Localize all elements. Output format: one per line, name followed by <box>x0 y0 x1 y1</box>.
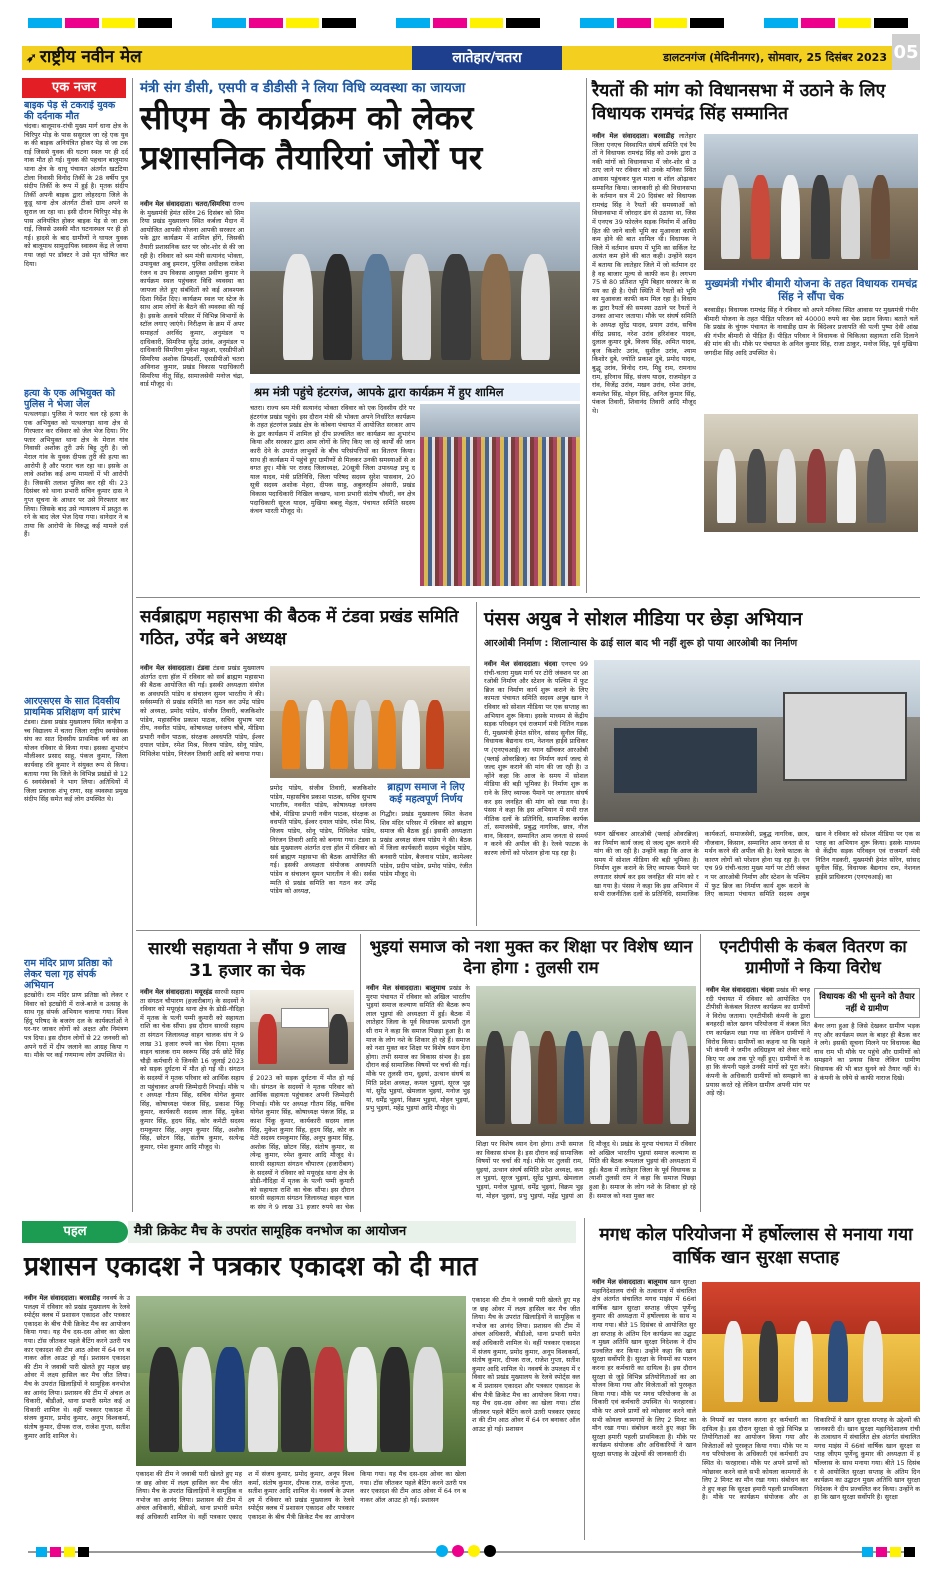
column-rule <box>476 602 477 926</box>
sarathi-body: सारथी सहायता संगठन चौपारण (हजारीबाग) के सदस्यों ने रविवार को मयूरहंड थाना क्षेत्र के डोडी-नौदिहा में मृतक के पत्नी पम्मी कुमारी को सहायता राशि का चेक सौंपा। इस दौरान सारथी सहायता संगठन जिलाध्यक्ष वाहन चालक संघ ने 9 लाख 31 हजार रुपये का चेक दिया। मृतक वाहन चालक राम स्वरूप सिंह उर्फ छोटे सिंह चौड़ी कर्मचारी थे जिनकी 16 जुलाई 2023 को सड़क दुर्घटना में मौत हो गई थी। संगठन के सदस्यों ने मृतक परिवार को आर्थिक सहायता पहुंचाकर अपनी जिम्मेदारी निभाई। मौके पर अध्यक्ष गौतम सिंह, सचिव योगेश कुमार सिंह, कोषाध्यक्ष पंकज सिंह, प्रकाश पिंकू कुमार, कार्यकारी सदस्य लाल सिंह, मुकेश कुमार सिंह, हृदय सिंह, कोर कमेटी सदस्य रामकुमार सिंह, अनूप कुमार सिंह, अशोक सिंह, छोटन सिंह, संतोष कुमार, सत्येन्द्र कुमार, रमेश कुमार आदि मौजूद थे। <box>140 988 244 1151</box>
registration-strip-right <box>862 1547 915 1557</box>
bhuiyan-more-text: शिक्षा पर विशेष ध्यान देना होगा। तभी समाज का विकास संभव है। इस दौरान कई सामाजिक विषयों पर चर्चा की गई। मौके पर तुलसी राम, धुइयां, उत्थान संघर्ष समिति प्रदेश अध्यक्ष, कमल भुइयां, सूरज भुइयां, सुरेंद्र भुइयां, खेमलाल भुइयां, मनोज भुइयां, धर्मेंद्र भुइयां, विक्रम भुइयां, मोहन भुइयां, प्रभु भुइयां, महेंद्र भुइयां आदि मौजूद थे। प्रखंड के मुरपा पंचायत में रविवार को अखिल भारतीय भुइयां समाज कल्याण समिति की बैठक रूपलाल भुइयां की अध्यक्षता में हुई। बैठक में लातेहार जिला के पूर्व विधायक प्रत्याशी तुलसी राम ने कहा कि समाज पिछड़ा हुआ है। समाज के लोग नशे के शिकार हो रहे हैं। समाज को नशा मुक्त कर <box>476 1140 696 1200</box>
pahal-more-text: एकादश की टीम ने जवाबी पारी खेलते हुए महज छह ओवर में लक्ष्य हासिल कर मैच जीत लिया। मैच के उपरांत खिलाड़ियों ने सामूहिक वनभोज का आनंद लिया। प्रशासन की टीम में अंचल अधिकारी, बीडीओ, थाना प्रभारी समेत कई अधिकारी शामिल थे। वहीं पत्रकार एकादश में संजय कुमार, प्रमोद कुमार, अनूप विश्वकर्मा, संतोष कुमार, दीपक राज, राजेश गुप्ता, सतीश कुमार आदि शामिल थे। नववर्ष के उपलक्ष्य में रविवार को प्रखंड मुख्यालय के रेलवे स्पोर्ट्स क्लब में प्रशासन एकादश और पत्रकार एकादश के बीच मैत्री क्रिकेट मैच का आयोजन किया गया। यह मैच दस-दस ओवर का खेला गया। टॉस जीतकर पहले बैटिंग करने उतरी पत्रकार एकादश की टीम आठ ओवर में 64 रन बनाकर ऑल आउट हो गई। प्रशासन <box>136 1470 466 1521</box>
registration-strip-top <box>28 18 908 28</box>
ntpc-byline: नवीन मेल संवाददाता। चंदवा <box>706 986 775 994</box>
lead-sub-text: चतरा। राज्य श्रम मंत्री सत्यानंद भोक्ता रविवार को एक दिवसीय दौरे पर हंटरगंज प्रखंड पहुंचे। इस दौरान मंत्री श्री भोक्ता अपने निर्धारित कार्यक्रम के तहत हंटरगंज प्रखंड क्षेत्र के कोबना पंचायत में आयोजित सरकार आपके द्वार कार्यक्रम में शामिल हो दीप प्रज्वलित कर कार्यक्रम का शुभारंभ किया और सरकार द्वारा आम लोगों के लिए किए जा रहे कार्यों की जानकारी देने के उपरांत लाभुकों के बीच परिसंपत्तियों का वितरण किया। साथ ही कार्यक्रम में पहुंचे हुए ग्रामीणों से मिलकर उनकी समस्याओं से अवगत हुए। मौके पर राजद जिलाध्यक्ष, 20सूत्री जिला उपाध्यक्ष प्रभु दयाल यादव, मंत्री प्रतिनिधि, जिला परिषद सदस्य सुरेश पासवान, 20 सूत्री सदस्य अशोक मेहरा, दीपक साहु, अबुलरहीम अंसारी, प्रखंड विकास पदाधिकारी निखिल कच्छप, थाना प्रभारी संतोष चौधरी, वन क्षेत्र पदाधिकारी सूरज यादव, मुखिया बबलू मेहता, पंचायत समिति सदस्य कंचन भारती मौजूद थे। <box>250 404 415 516</box>
brief-headline: आरएसएस के सात दिवसीय प्राथमिक प्रशिक्षण वर्ग प्रारंभ <box>24 696 121 718</box>
lead-photo <box>250 202 580 374</box>
magadh-more-text: के नियमों का पालन करना हर कर्मचारी का दायित्व है। इस दौरान सुरक्षा से जुड़े विभिन्न प्रतियोगिताओं का आयोजन किया गया और विजेताओं को पुरस्कृत किया गया। मौके पर मगध परियोजना के अधिकारी एवं कर्मचारी उपस्थित थे। फरहारवा। मौके पर अपने प्राणों को न्योछावर करने वाले सभी कोयला कामगारों के लिए 2 मिनट का मौन रखा गया। संबोधन करते हुए कहा कि सुरक्षा हमारी पहली प्राथमिकता है। मौके पर कार्यक्रम संयोजक और अधिकारियों ने खान सुरक्षा सप्ताह के उद्देश्यों की जानकारी दी। खान सुरक्षा महानिदेशालय रांची के तत्वाधान में संचालित क्षेत्र अंतर्गत संचालित मगध माइंस में 66वां वार्षिक खान सुरक्षा सप्ताह जीएम पूर्णेन्दु कुमार की अध्यक्षता में हर्षोल्लास के साथ मनाया गया। बीते 15 दिसंबर से आयोजित सुरक्षा सप्ताह के अंतिम दिन कार्यक्रम का उद्घाटन मुख्य अतिथि खान सुरक्षा निदेशक ने दीप प्रज्वलित कर किया। उन्होंने कहा कि खान सुरक्षा सर्वोपरि है। सुरक्षा <box>702 1416 920 1502</box>
section-rule <box>136 930 920 931</box>
sarvabrahman-sub-text: गिद्धौर। प्रखंड मुख्यालय स्थित केशव शिव मंदिर परिसर में रविवार को ब्राह्मण समाज की बैठक हुई। इसकी अध्यक्षता प्रखंड अध्यक्ष संजय पांडेय ने की। बैठक में जिला कार्यकारी सदस्य चंदूदेव पांडेय, बनवारी पांडेय, बैजनाथ पांडेय, कामेश्वर पांडेय, प्रदीप पांडेय, प्रमोद पांडेय, रंजीत पांडेय मौजूद थे। <box>380 810 472 879</box>
rayat-photo <box>704 134 918 270</box>
ntpc-sub-headline: विधायक की भी सुनने को तैयार नहीं थे ग्रामीण <box>819 991 915 1013</box>
cheque-photo <box>704 414 918 532</box>
panas-body: एनएच 99 रांची-चतरा मुख्य मार्ग पर टोरी जंक्शन पर आरओबी निर्माण और स्टेशन के पश्चिम में फुट ब्रिज का निर्माण कार्य शुरू कराने के लिए कामता पंचायत समिति सदस्य अयुब खान ने रविवार को सोशल मीडिया पर एक सप्ताह का अभियान शुरू किया। इसके माध्यम से केंद्रीय सड़क परिवहन एवं राजमार्ग मंत्री नितिन गडकरी, मुख्यमंत्री हेमंत सोरेन, सांसद सुनील सिंह, विधायक बैद्यनाथ राम, नेशनल हाईवे प्राधिकरण (एनएचआई) का ध्यान खींचकर आरओबी (फ्लाई ओवरब्रिज) का निर्माण कार्य जल्द से जल्द शुरू कराने की मांग की जा रही है। उन्होंने कहा कि आज के समय में सोशल मीडिया की बड़ी भूमिका है। निर्माण शुरू कराने के लिए व्यापक पैमाने पर लगातार संघर्ष कर इस जनहित की मांग को रखा गया है। पंसस ने कहा कि इस अभियान में सभी राजनीतिक दलों के प्रतिनिधि, सामाजिक कार्यकर्ता, समाजसेवी, प्रबुद्ध नागरिक, छात्र, नौजवान, किसान, सम्मानित आम जनता से समर्थन करने की अपील की है। रेलवे फाटक के कारण लोगों को परेशान होना पड़ रहा है। <box>484 660 588 858</box>
pahal-kicker: मैत्री क्रिकेट मैच के उपरांत सामूहिक वनभोज का आयोजन <box>134 1224 407 1239</box>
panas-text <box>484 660 588 924</box>
brief-text: चंदवा। बालूमाथ-रांची मुख्य मार्ग धाना क्षेत्र के चिरिपुर मोड़ के पास ससुराल जा रहे एक युवक की बाइक अनियंत्रित होकर पेड़ से जा टकराई जिससे युवक की घटना स्थल पर ही दर्दनाक मौत हो गई। युवक की पहचान बालूमाथ थाना क्षेत्र के धाधू पंचायत अंतर्गत खटटिया टोला निवासी विनोद तिर्की के 28 वर्षीय पुत्र संदीप तिर्की के रूप में हुई है। मृतक संदीप तिर्की अपनी बाइक द्वारा लोहरदगा जिले के कूडू थाना क्षेत्र अंतर्गत टीको ग्राम अपने ससुराल जा रहा था। इसी दौरान चिरिपुर मोड़ के पास अनियंत्रित होकर बाइक पेड़ से जा टकराई, जिससे उसकी मौत घटनास्थल पर ही हो गई। हादसे के बाद ग्रामीणों ने घायल युवक को बालूमाथ सामुदायिक स्वास्थ्य केंद्र ले जाया गया जहां पर डॉक्टर ने उसे मृत घोषित कर दिया। <box>24 122 128 268</box>
brief-headline: बाइक पेड़ से टकराई युवक की दर्दनाक मौत <box>24 100 116 122</box>
lead-headline: सीएम के कार्यक्रम को लेकर प्रशासनिक तैयारियां जोरों पर <box>140 98 483 177</box>
mine-safety-photo <box>702 1282 920 1412</box>
rayat-sub-text: बरवाडीह। विधायक रामचंद्र सिंह ने रविवार को अपने मनिका स्थित आवास पर मुख्यमंत्री गंभीर बीमारी योजना के तहत पीड़ित परिजन को 40000 रुपये का चेक प्रदान किया। बताते चलें कि प्रखंड के चुंगरू पंचायत के नावाडीह ग्राम के बिंदेश्वर प्रजापति की पत्नी पुष्पा देवी आंख की गंभीर बीमारी से पीड़ित हैं। पीड़ित परिवार ने विधायक से चिकित्सा सहायता राशि दिलाने की मांग की थी। मौके पर पंचायत के अनिल कुमार सिंह, राजा ठाकुर, मनोज सिंह, पूर्व मुखिया जगदीश सिंह आदि उपस्थित थे। <box>704 306 918 357</box>
panas-headline: पंसस अयुब ने सोशल मीडिया पर छेड़ा अभियान <box>484 609 803 630</box>
magadh-headline: मगध कोल परियोजना में हर्षोल्लास से मनाया गया वार्षिक खान सुरक्षा सप्ताह <box>599 1225 913 1268</box>
section-rule <box>136 597 920 598</box>
rayat-headline: रैयतों की मांग को विधानसभा में उठाने के लिए विधायक रामचंद्र सिंह सम्मानित <box>592 81 886 124</box>
sarvabrahman-text <box>140 664 264 924</box>
ek-nazar-tag: एक नजर <box>22 78 126 98</box>
lead-text <box>140 200 244 560</box>
brand-logo <box>26 44 142 67</box>
lead-body: राज्य के मुख्यमंत्री हेमंत सोरेन 26 दिसंबर को सिमरिया प्रखंड मुख्यालय स्थित कर्बला मैदान में आयोजित आपकी योजना आपकी सरकार आपके द्वार कार्यक्रम में शामिल होंगे, जिसकी तैयारी प्रशासनिक स्तर पर जोर-शोर से की जा रही है। रविवार को श्रम मंत्री सत्यानंद भोक्ता, उपायुक्त अबु इमरान, पुलिस अधीक्षक राकेश रंजन व उप विकास आयुक्त प्रवीण कुमार ने कार्यक्रम स्थल पहुंचकर विधि व्यवस्था का जायजा लेते हुए संबंधितों को कई आवश्यक दिशा निर्देश दिए। कार्यक्रम स्थल पर स्टेज के साथ आम लोगों के बैठने की व्यवस्था की गई है। इसके अलावे परिसर में विभिन्न विभागों के स्टॉल लगाए जाएंगे। निरीक्षण के क्रम में अपर समाहर्ता अरविंद कुमार, अनुमंडल पदाधिकारी, सिमरिया सुरेंद्र उरांव, अनुमंडल पदाधिकारी सिमरिया मुकेश मछुआ, एसडीपीओ सिमरिया अशोक प्रियदर्शी, एसडीपीओ चतरा अविनाश कुमार, प्रखंड विकास पदाधिकारी सिमरिया नीतू सिंह, सामाजसेवी मनोज चंद्रा, वार्ड मौजूद थे। <box>140 200 244 389</box>
pahal-headline: प्रशासन एकादश ने पत्रकार एकादश को दी मात <box>24 1251 478 1282</box>
ek-nazar-column <box>24 100 128 1212</box>
column-rule <box>586 78 587 593</box>
column-rule <box>584 1218 585 1540</box>
crowd-photo <box>420 404 580 586</box>
bhuiyan-byline: नवीन मेल संवाददाता। बालूमाथ <box>366 984 446 992</box>
sarathi-byline: नवीन मेल संवाददाता। मयूरहंड <box>140 988 213 996</box>
magadh-byline: नवीन मेल संवाददाता। बालूमाथ <box>592 1278 668 1286</box>
railway-crossing-photo <box>594 660 920 822</box>
registration-marks <box>436 1545 496 1557</box>
brief-headline: राम मंदिर प्राण प्रतिष्ठा को लेकर चला गृह संपर्क अभियान <box>24 958 113 991</box>
sarvabrahman-headline: सर्वब्राह्मण महासभा की बैठक में टंडवा प्रखंड समिति गठित, उपेंद्र बने अध्यक्ष <box>140 607 459 649</box>
brief-text: पत्थलगड़ा। पुलिस ने फरार चल रहे हत्या के एक अभियुक्त को पत्थलगड़ा थाना क्षेत्र से गिरफ्तार कर रविवार को जेल भेज दिया। गिरफ्तार अभियुक्त थाना क्षेत्र के मेराल गांव निवासी अशोक तुरी उर्फ बिट्टू तुरी है। जो मेराल गांव के युवक दीपक तुरी की हत्या का आरोपी है और फरार चल रहा था। इसके अलावे अशोक कई अन्य मामलों में भी आरोपी है। जिसकी तलाश पुलिस कर रही थी। 23 दिसंबर को थाना प्रभारी सचिन कुमार दास ने गुप्त सूचना के आधार पर उसे गिरफ्तार कर लिया। जिसके बाद उसे न्यायालय में प्रस्तुत करने के बाद जेल भेज दिया गया। थानेदार ने बताया कि आरोपी के विरुद्ध कई मामले दर्ज हैं। <box>24 410 128 539</box>
sarvabrahman-more-text: प्रमोद पांडेय, संजीव तिवारी, बजकिशोर पांडेय, महासचिव प्रकाश पाठक, सचिव सुभाष भारतीय, नवनीत पांडेय, कोषाध्यक्ष धनंजय चौबे, मीडिया प्रभारी नवीन पाठक, संरक्षक अवधपति पांडेय, ईश्वर दयाल पांडेय, रमेश मिश्र, विजय पांडेय, सोनू पांडेय, मिथिलेश पांडेय, निरंजन तिवारी आदि को बनाया गया। टंडवा प्रखंड मुख्यालय अंतर्गत दत्ता हॉल में रविवार को सर्व ब्राह्मण महासभा की बैठक आयोजित की गई। इसकी अध्यक्षता संयोजक अवधपति पांडेय व संचालन सुमन भारतीय ने की। सर्वसम्मति से प्रखंड समिति का गठन कर उपेंद्र पांडेय को अध्यक्ष, <box>270 784 376 896</box>
brief-headline: हत्या के एक अभियुक्त को पुलिस ने भेजा जेल <box>24 388 116 410</box>
pahal-body: नववर्ष के उपलक्ष्य में रविवार को प्रखंड मुख्यालय के रेलवे स्पोर्ट्स क्लब में प्रशासन एकादश और पत्रकार एकादश के बीच मैत्री क्रिकेट मैच का आयोजन किया गया। यह मैच दस-दस ओवर का खेला गया। टॉस जीतकर पहले बैटिंग करने उतरी पत्रकार एकादश की टीम आठ ओवर में 64 रन बनाकर ऑल आउट हो गई। प्रशासन एकादश की टीम ने जवाबी पारी खेलते हुए महज छह ओवर में लक्ष्य हासिल कर मैच जीत लिया। मैच के उपरांत खिलाड़ियों ने सामूहिक वनभोज का आनंद लिया। प्रशासन की टीम में अंचल अधिकारी, बीडीओ, थाना प्रभारी समेत कई अधिकारी शामिल थे। वहीं पत्रकार एकादश में संजय कुमार, प्रमोद कुमार, अनूप विश्वकर्मा, संतोष कुमार, दीपक राज, राजेश गुप्ता, सतीश कुमार आदि शामिल थे। <box>24 1294 130 1440</box>
ntpc-headline: एनटीपीसी के कंबल वितरण का ग्रामीणों ने किया विरोध <box>719 937 907 977</box>
bhuiyan-headline: भुइयां समाज को नशा मुक्त कर शिक्षा पर विशेष ध्यान देना होगा : तुलसी राम <box>369 937 693 977</box>
sarvabrahman-sub-headline: ब्राह्मण समाज ने लिए कई महत्वपूर्ण निर्णय <box>387 782 465 805</box>
ntpc-sub-text: बैनर लगा हुआ है जिसे देखकर ग्रामीण भड़क गए और कार्यक्रम स्थल के बाहर ही बैठक करने लगे। इसकी सूचना मिलने पर विधायक बैद्यनाथ राम भी मौके पर पहुंचे और ग्रामीणों को समझाने का प्रयास किया लेकिन ग्रामीण विधायक की भी बात सुनने को तैयार नहीं थे। वे कंपनी के रवैये से काफी नाराज दिखे। <box>814 1022 920 1082</box>
rayat-byline: नवीन मेल संवाददाता। बरवाडीह <box>592 132 675 140</box>
bhuiyan-photo <box>476 986 696 1136</box>
brand-name: राष्ट्रीय नवीन मेल <box>39 47 142 67</box>
ntpc-body: प्रखंड की बनहरदी पंचायत में रविवार को आयोजित एनटीपीसी केकंबल वितरण कार्यक्रम का ग्रामीणों ने विरोध जताया। एनटीपीसी कंपनी के द्वारा बनहरदी कोल खनन परियोजना में कंबल वितरण कार्यक्रम रखा गया था लेकिन ग्रामीणों ने विरोध किया। ग्रामीणों का कहना था कि पहले भी कंपनी ने जमीन अधिग्रहण को लेकर वादे किए पर अब तक पूरे नहीं हुए। ग्रामीणों ने कहा कि कंपनी पहले उनकी मांगों को पूरा करे। कंपनी के अधिकारी ग्रामीणों को समझाने का प्रयास करते रहे लेकिन ग्रामीण अपनी मांग पर अड़े रहे। <box>706 986 810 1098</box>
bhuiyan-body: प्रखंड के मुरपा पंचायत में रविवार को अखिल भारतीय भुइयां समाज कल्याण समिति की बैठक रूपलाल भुइयां की अध्यक्षता में हुई। बैठक में लातेहार जिला के पूर्व विधायक प्रत्याशी तुलसी राम ने कहा कि समाज पिछड़ा हुआ है। समाज के लोग नशे के शिकार हो रहे हैं। समाज को नशा मुक्त कर शिक्षा पर विशेष ध्यान देना होगा। तभी समाज का विकास संभव है। इस दौरान कई सामाजिक विषयों पर चर्चा की गई। मौके पर तुलसी राम, धुइयां, उत्थान संघर्ष समिति प्रदेश अध्यक्ष, कमल भुइयां, सूरज भुइयां, सुरेंद्र भुइयां, खेमलाल भुइयां, मनोज भुइयां, धर्मेंद्र भुइयां, विक्रम भुइयां, मोहन भुइयां, प्रभु भुइयां, महेंद्र भुइयां आदि मौजूद थे। <box>366 984 470 1113</box>
panas-kicker: आरओबी निर्माण : शिलान्यास के ढाई साल बाद भी नहीं शुरू हो पाया आरओबी का निर्माण <box>484 638 798 649</box>
magadh-text <box>592 1278 696 1538</box>
bhuiyan-text <box>366 984 470 1210</box>
column-rule <box>132 78 133 1212</box>
pahal-tag: पहल <box>22 1221 128 1243</box>
sarathi-headline: सारथी सहायता ने सौंपा 9 लाख 31 हजार का चेक <box>148 939 346 981</box>
sarvabrahman-byline: नवीन मेल संवाददाता। टंडवा <box>140 664 210 672</box>
lead-byline: नवीन मेल संवाददाता। चतरा/सिमरिया <box>140 200 231 208</box>
pahal-text <box>24 1294 130 1538</box>
rayat-sub-headline: मुख्यमंत्री गंभीर बीमारी योजना के तहत विधायक रामचंद्र सिंह ने सौंपा चेक <box>704 278 918 303</box>
lead-kicker: मंत्री संग डीसी, एसपी व डीडीसी ने लिया विधि व्यवस्था का जायजा <box>140 80 466 96</box>
pahal-byline: नवीन मेल संवाददाता। बरवाडीह <box>24 1294 101 1302</box>
cheque-handover-photo <box>250 990 354 1070</box>
sarvabrahman-body: टंडवा प्रखंड मुख्यालय अंतर्गत दत्ता हॉल में रविवार को सर्व ब्राह्मण महासभा की बैठक आयोजित की गई। इसकी अध्यक्षता संयोजक अवधपति पांडेय व संचालन सुमन भारतीय ने की। सर्वसम्मति से प्रखंड समिति का गठन कर उपेंद्र पांडेय को अध्यक्ष, प्रमोद पांडेय, संजीव तिवारी, बजकिशोर पांडेय, महासचिव प्रकाश पाठक, सचिव सुभाष भारतीय, नवनीत पांडेय, कोषाध्यक्ष धनंजय चौबे, मीडिया प्रभारी नवीन पाठक, संरक्षक अवधपति पांडेय, ईश्वर दयाल पांडेय, रमेश मिश्र, विजय पांडेय, सोनू पांडेय, मिथिलेश पांडेय, निरंजन तिवारी आदि को बनाया गया। <box>140 664 264 758</box>
pahal-continued-text: एकादश की टीम ने जवाबी पारी खेलते हुए महज छह ओवर में लक्ष्य हासिल कर मैच जीत लिया। मैच के उपरांत खिलाड़ियों ने सामूहिक वनभोज का आनंद लिया। प्रशासन की टीम में अंचल अधिकारी, बीडीओ, थाना प्रभारी समेत कई अधिकारी शामिल थे। वहीं पत्रकार एकादश में संजय कुमार, प्रमोद कुमार, अनूप विश्वकर्मा, संतोष कुमार, दीपक राज, राजेश गुप्ता, सतीश कुमार आदि शामिल थे। नववर्ष के उपलक्ष्य में रविवार को प्रखंड मुख्यालय के रेलवे स्पोर्ट्स क्लब में प्रशासन एकादश और पत्रकार एकादश के बीच मैत्री क्रिकेट मैच का आयोजन किया गया। यह मैच दस-दस ओवर का खेला गया। टॉस जीतकर पहले बैटिंग करने उतरी पत्रकार एकादश की टीम आठ ओवर में 64 रन बनाकर ऑल आउट हो गई। प्रशासन <box>472 1296 580 1433</box>
panas-more-text: ध्यान खींचकर आरओबी (फ्लाई ओवरब्रिज) का निर्माण कार्य जल्द से जल्द शुरू कराने की मांग की जा रही है। उन्होंने कहा कि आज के समय में सोशल मीडिया की बड़ी भूमिका है। निर्माण शुरू कराने के लिए व्यापक पैमाने पर लगातार संघर्ष कर इस जनहित की मांग को रखा गया है। पंसस ने कहा कि इस अभियान में सभी राजनीतिक दलों के प्रतिनिधि, सामाजिक कार्यकर्ता, समाजसेवी, प्रबुद्ध नागरिक, छात्र, नौजवान, किसान, सम्मानित आम जनता से समर्थन करने की अपील की है। रेलवे फाटक के कारण लोगों को परेशान होना पड़ रहा है। एनएच 99 रांची-चतरा मुख्य मार्ग पर टोरी जंक्शन पर आरओबी निर्माण और स्टेशन के पश्चिम में फुट ब्रिज का निर्माण कार्य शुरू कराने के लिए कामता पंचायत समिति सदस्य अयुब खान ने रविवार को सोशल मीडिया पर एक सप्ताह का अभियान शुरू किया। इसके माध्यम से केंद्रीय सड़क परिवहन एवं राजमार्ग मंत्री नितिन गडकरी, मुख्यमंत्री हेमंत सोरेन, सांसद सुनील सिंह, विधायक बैद्यनाथ राम, नेशनल हाईवे प्राधिकरण (एनएचआई) का <box>594 830 920 899</box>
column-rule <box>360 934 361 1212</box>
ntpc-text <box>706 986 810 1210</box>
cricket-team-photo <box>136 1296 466 1466</box>
panas-byline: नवीन मेल संवाददाता। चंदवा <box>484 660 558 668</box>
rayat-text <box>592 132 696 590</box>
sarvabrahman-photo <box>270 666 470 778</box>
bird-icon: ➶ <box>26 51 37 66</box>
brief-text: इटखोरी। राम मंदिर प्राण प्रतिष्ठा को लेकर रविवार को इटखोरी में राजे-बाजे व उत्साह के साथ गृह संपर्क अभियान चलाया गया। विश्व हिंदू परिषद के बजरंग दल के कार्यकर्ताओं ने घर-घर जाकर लोगों को अक्षत और निमंत्रण पत्र दिया। इस दौरान लोगों से 22 जनवरी को अपने घरों में दीप जलाने का आग्रह किया गया। मौके पर कई गणमान्य लोग उपस्थित थे। <box>24 991 128 1060</box>
masthead <box>22 34 920 72</box>
column-rule <box>700 934 701 1212</box>
sarathi-text <box>140 988 244 1210</box>
rayat-body: लातेहार जिला एनएच विस्थापित संघर्ष समिति एवं रैयतों ने विधायक रामचंद्र सिंह को उनके द्वारा उनकी मांगों को विधानसभा में जोर-शोर से उठाए जाने पर रविवार को उनके मनिका स्थित आवास पहुंचकर फूल माला व शॉल ओढ़ाकर सम्मानित किया। जानकारी हो की विधानसभा के वर्तमान सत्र में 20 दिसंबर को विधायक रामचंद्र सिंह ने रैयतों की समस्याओं को विधानसभा में जोरदार ढंग से उठाया था, जिसमें एनएच 39 फोरलेन सड़क निर्माण में अधिग्रहित की जाने वाली भूमि का मुआवजा काफी कम होने की बात शामिल थी। विधायक ने जिले में वर्तमान समय में भूमि का सर्किल रेट अत्यंत कम होने की बात कही। उन्होंने सदन में बताया कि लातेहार जिले में जो वर्तमान दर है वह बाजार मूल्य से काफी कम है। लगभग 75 से 80 प्रतिशत भूमि बिहार सरकार के समय का ही है। ऐसी स्थिति में रैयतों को भूमि का मुआवजा काफी कम मिल रहा है। विधायक द्वारा रैयतों की समस्या उठाने पर रैयतों ने उनका आभार जताया। मौके पर संघर्ष समिति के अध्यक्ष सुरेंद्र यादव, प्रयाग उरांव, सचिव वीरेंद्र प्रसाद, नरेश उरांव हरिशंकर यादव, दुलाल कुमार दुबे, विजय सिंह, अमित यादव, बृज किशोर उरांव, सुशील उरांव, श्याम किशोर दुबे, ज्योति प्रकाश दुबे, प्रमोद यादव, बुद्धू उरांव, विनोद राम, मिट्ठू राम, रामनाथ राम, हरिनाथ सिंह, संजय यादव, राजमोहन उरांव, विजेंद्र उरांव, मखन उरांव, रमेश उरांव, कमलेश सिंह, मोहन सिंह, अनिल कुमार सिंह, पंकज तिवारी, शिवानंद तिवारी आदि मौजूद थे। <box>592 132 696 415</box>
section-name: लातेहार/चतरा <box>412 46 562 70</box>
page-number: 05 <box>892 34 920 70</box>
registration-strip-left <box>36 1547 89 1557</box>
brief-text: टंडवा। टंडवा प्रखंड मुख्यालय स्थित कन्हैया उच्च विद्यालय में चतरा जिला राष्ट्रीय स्वयंसेवक संघ का सात दिवसीय प्राथमिक वर्ग का आयोजन रविवार से किया गया। इसका शुभारंभ मौलीश्वर प्रसाद साहू, पंकज कुमार, जिला कार्यवाह रवि कुमार ने संयुक्त रूप से किया। बताया गया कि जिले के विभिन्न प्रखंडों से 126 स्वयंसेवकों ने भाग लिया। अतिथियों में जिला प्रचारक शंभू राणा, सह व्यवस्था प्रमुख संदीप सिंह समेत कई लोग उपस्थित थे। <box>24 718 128 804</box>
magadh-body: खान सुरक्षा महानिदेशालय रांची के तत्वाधान में संचालित क्षेत्र अंतर्गत संचालित मगध माइंस में 66वां वार्षिक खान सुरक्षा सप्ताह जीएम पूर्णेन्दु कुमार की अध्यक्षता में हर्षोल्लास के साथ मनाया गया। बीते 15 दिसंबर से आयोजित सुरक्षा सप्ताह के अंतिम दिन कार्यक्रम का उद्घाटन मुख्य अतिथि खान सुरक्षा निदेशक ने दीप प्रज्वलित कर किया। उन्होंने कहा कि खान सुरक्षा सर्वोपरि है। सुरक्षा के नियमों का पालन करना हर कर्मचारी का दायित्व है। इस दौरान सुरक्षा से जुड़े विभिन्न प्रतियोगिताओं का आयोजन किया गया और विजेताओं को पुरस्कृत किया गया। मौके पर मगध परियोजना के अधिकारी एवं कर्मचारी उपस्थित थे। फरहारवा। मौके पर अपने प्राणों को न्योछावर करने वाले सभी कोयला कामगारों के लिए 2 मिनट का मौन रखा गया। संबोधन करते हुए कहा कि सुरक्षा हमारी पहली प्राथमिकता है। मौके पर कार्यक्रम संयोजक और अधिकारियों ने खान सुरक्षा सप्ताह के उद्देश्यों की जानकारी दी। <box>592 1278 696 1458</box>
dateline: डालटनगंज (मेदिनीनगर), सोमवार, 25 दिसंबर 2023 <box>663 51 887 64</box>
lead-sub-headline: श्रम मंत्री पहुंचे हंटरगंज, आपके द्वारा कार्यक्रम में हुए शामिल <box>254 385 504 399</box>
sarathi-more-text: ई 2023 को सड़क दुर्घटना में मौत हो गई थी। संगठन के सदस्यों ने मृतक परिवार को आर्थिक सहायता पहुंचाकर अपनी जिम्मेदारी निभाई। मौके पर अध्यक्ष गौतम सिंह, सचिव योगेश कुमार सिंह, कोषाध्यक्ष पंकज सिंह, प्रकाश पिंकू कुमार, कार्यकारी सदस्य लाल सिंह, मुकेश कुमार सिंह, हृदय सिंह, कोर कमेटी सदस्य रामकुमार सिंह, अनूप कुमार सिंह, अशोक सिंह, छोटन सिंह, संतोष कुमार, सत्येन्द्र कुमार, रमेश कुमार आदि मौजूद थे। सारथी सहायता संगठन चौपारण (हजारीबाग) के सदस्यों ने रविवार को मयूरहंड थाना क्षेत्र के डोडी-नौदिहा में मृतक के पत्नी पम्मी कुमारी को सहायता राशि का चेक सौंपा। इस दौरान सारथी सहायता संगठन जिलाध्यक्ष वाहन चालक संघ ने 9 लाख 31 हजार रुपये का चेक <box>250 1074 354 1210</box>
